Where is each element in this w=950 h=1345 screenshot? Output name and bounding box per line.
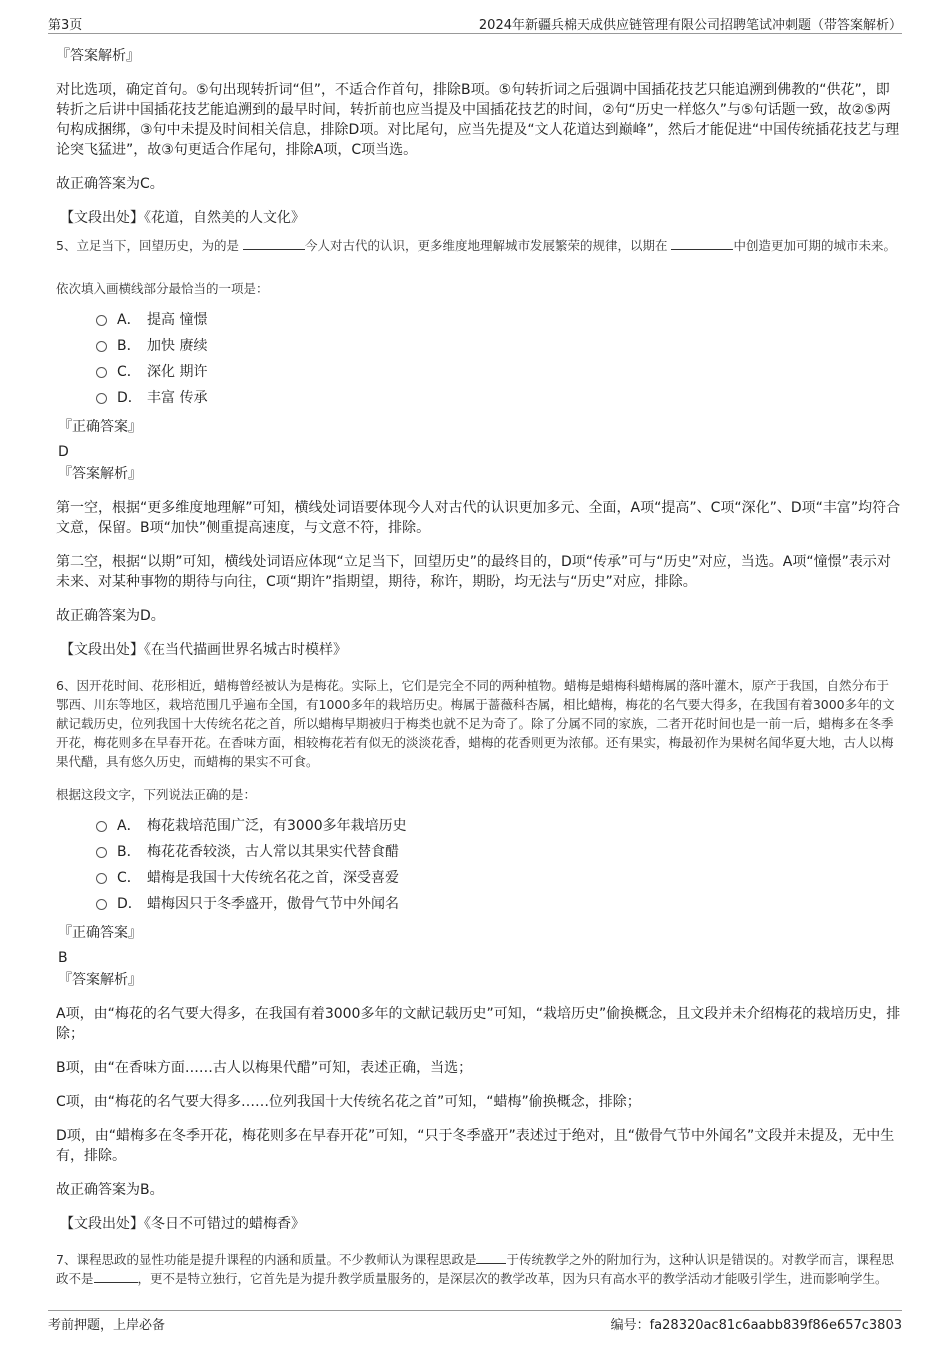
footer-divider xyxy=(48,1310,902,1311)
q5-text-3: 中创造更加可期的城市未来。 xyxy=(733,238,896,253)
q6-option-b[interactable] xyxy=(96,839,901,865)
page-number: 第3页 xyxy=(48,18,83,33)
q4-source: 【文段出处】《花道，自然美的人文化》 xyxy=(60,210,305,226)
option-letter: D． xyxy=(117,896,142,912)
q6-analysis-conclusion: 故正确答案为B。 xyxy=(56,1182,164,1198)
q5-text-2: 今人对古代的认识，更多维度地理解城市发展繁荣的规律，以期在 xyxy=(304,238,668,253)
q6-answer: B xyxy=(58,950,68,966)
q6-option-c[interactable] xyxy=(96,865,901,891)
radio-icon[interactable] xyxy=(96,821,107,832)
option-text: 提高 憧憬 xyxy=(147,312,208,328)
q4-analysis-label: 『答案解析』 xyxy=(56,48,140,64)
q5-blank-2 xyxy=(671,237,733,250)
radio-icon[interactable] xyxy=(96,315,107,326)
q5-option-b[interactable] xyxy=(96,333,901,359)
q5-blank-1 xyxy=(243,237,305,250)
radio-icon[interactable] xyxy=(96,899,107,910)
q6-option-a[interactable] xyxy=(96,813,901,839)
option-letter: A． xyxy=(117,818,141,834)
option-letter: D． xyxy=(117,390,142,406)
q6-analysis-c: C项，由“梅花的名气要大得多……位列我国十大传统名花之首”可知，“蜡梅”偷换概念，排除； xyxy=(56,1094,641,1110)
radio-icon[interactable] xyxy=(96,873,107,884)
q7-blank-1 xyxy=(476,1251,506,1264)
option-letter: A． xyxy=(117,312,141,328)
q7-question xyxy=(56,1250,901,1288)
q4-analysis-paragraph-1: 对比选项，确定首句。⑤句出现转折词“但”，不适合作首句，排除B项。⑤句转折词之后强调中国插花技艺只能追溯到佛教的“供花”，即转折之后讲中国插花技艺能追溯到的最早时间，转折前也应当提及中国插花技艺的时间，②句“历史一样悠久”与⑤句话题一致，故②⑤两句构成捆绑，③句中未提及时间相关信息，排除D项。对比尾句，应当先提及“文人花道达到巅峰”，然后才能促进“中国传统插花技艺与理论突飞猛进”，故③句更适合作尾句，排除A项，C项当选。 xyxy=(56,82,900,158)
header-divider xyxy=(48,33,902,34)
q5-question xyxy=(56,236,901,255)
q5-answer: D xyxy=(58,444,69,460)
page-content xyxy=(56,46,901,1288)
q5-analysis-paragraph-1: 第一空，根据“更多维度地理解”可知，横线处词语要体现今人对古代的认识更加多元、全面，A项“提高”、C项“深化”、D项“丰富”均符合文意，保留。B项“加快”侧重提高速度，与文意不符，排除。 xyxy=(56,500,901,536)
option-text: 梅花花香较淡，古人常以其果实代替食醋 xyxy=(147,844,399,860)
option-text: 蜡梅是我国十大传统名花之首，深受喜爱 xyxy=(147,870,399,886)
radio-icon[interactable] xyxy=(96,341,107,352)
q6-analysis-d: D项，由“蜡梅多在冬季开花，梅花则多在早春开花”可知，“只于冬季盛开”表述过于绝对，且“傲骨气节中外闻名”文段并未提及，无中生有，排除。 xyxy=(56,1128,895,1164)
q5-analysis-conclusion: 故正确答案为D。 xyxy=(56,608,165,624)
radio-icon[interactable] xyxy=(96,367,107,378)
q6-answer-label: 『正确答案』 xyxy=(58,925,142,941)
q5-text-1: 5、立足当下，回望历史，为的是 xyxy=(56,238,239,253)
q6-analysis-b: B项，由“在香味方面……古人以梅果代醋”可知，表述正确，当选； xyxy=(56,1060,473,1076)
q5-options xyxy=(96,307,901,411)
q6-option-d[interactable] xyxy=(96,891,901,917)
q5-prompt: 依次填入画横线部分最恰当的一项是： xyxy=(56,281,269,296)
q5-option-a[interactable] xyxy=(96,307,901,333)
option-text: 蜡梅因只于冬季盛开，傲骨气节中外闻名 xyxy=(147,896,399,912)
radio-icon[interactable] xyxy=(96,847,107,858)
radio-icon[interactable] xyxy=(96,393,107,404)
footer-slogan: 考前押题，上岸必备 xyxy=(48,1318,166,1333)
q5-answer-label: 『正确答案』 xyxy=(58,419,142,435)
q6-source: 【文段出处】《冬日不可错过的蜡梅香》 xyxy=(60,1216,305,1232)
q5-analysis-paragraph-2: 第二空，根据“以期”可知，横线处词语应体现“立足当下，回望历史”的最终目的，D项“传承”可与“历史”对应，当选。A项“憧憬”表示对未来、对某种事物的期待与向往，C项“期许”指期望，期待，称许，期盼，均无法与“历史”对应，排除。 xyxy=(56,554,891,590)
option-text: 丰富 传承 xyxy=(147,390,208,406)
q7-text-2: 于传统教学之外的附加行为，这种认识是错误的。对教学而言，课程思政不是 xyxy=(56,1252,894,1286)
code-label: 编号： xyxy=(610,1318,650,1333)
q4-analysis-conclusion: 故正确答案为C。 xyxy=(56,176,164,192)
q6-analysis-a: A项，由“梅花的名气要大得多，在我国有着3000多年的文献记载历史”可知，“栽培历史”偷换概念，且文段并未介绍梅花的栽培历史，排除； xyxy=(56,1006,901,1042)
option-letter: C． xyxy=(117,364,141,380)
q6-analysis-label: 『答案解析』 xyxy=(58,972,142,988)
q6-prompt: 根据这段文字，下列说法正确的是： xyxy=(56,787,257,802)
page-header xyxy=(48,14,902,32)
q5-option-c[interactable] xyxy=(96,359,901,385)
document-code xyxy=(611,1314,902,1333)
q6-question: 6、因开花时间、花形相近，蜡梅曾经被认为是梅花。实际上，它们是完全不同的两种植物。蜡梅是蜡梅科蜡梅属的落叶灌木，原产于我国，自然分布于鄂西、川东等地区，栽培范围几乎遍布全国，有1000多年的栽培历史。梅属于蔷薇科杏属，相比蜡梅，梅花的名气要大得多，在我国有着3000多年的文献记载历史，位列我国十大传统名花之首，所以蜡梅早期被归于梅类也就不足为奇了。除了分属不同的家族，二者开花时间也是一前一后，蜡梅多在冬季开花，梅花则多在早春开花。在香味方面，相较梅花若有似无的淡淡花香，蜡梅的花香则更为浓郁。还有果实，梅最初作为果树名闻华夏大地，古人以梅果代醋，具有悠久历史，而蜡梅的果实不可食。 xyxy=(56,678,895,769)
q7-blank-2 xyxy=(94,1270,138,1283)
option-letter: B． xyxy=(117,338,141,354)
option-text: 深化 期许 xyxy=(147,364,208,380)
option-text: 梅花栽培范围广泛，有3000多年栽培历史 xyxy=(147,818,407,834)
q7-text-1: 7、课程思政的显性功能是提升课程的内涵和质量。不少教师认为课程思政是 xyxy=(56,1252,477,1267)
q5-analysis-label: 『答案解析』 xyxy=(58,466,142,482)
q5-source: 【文段出处】《在当代描画世界名城古时模样》 xyxy=(60,642,347,658)
option-letter: C． xyxy=(117,870,141,886)
option-text: 加快 赓续 xyxy=(147,338,208,354)
option-letter: B． xyxy=(117,844,141,860)
document-title: 2024年新疆兵棉天成供应链管理有限公司招聘笔试冲刺题（带答案解析） xyxy=(478,18,902,33)
q5-option-d[interactable] xyxy=(96,385,901,411)
q6-options xyxy=(96,813,901,917)
code-value: fa28320ac81c6aabb839f86e657c3803 xyxy=(649,1318,902,1333)
q7-text-3: ，更不是特立独行，它首先是为提升教学质量服务的，是深层次的教学改革，因为只有高水平的教学活动才能吸引学生，进而影响学生。 xyxy=(137,1271,888,1286)
